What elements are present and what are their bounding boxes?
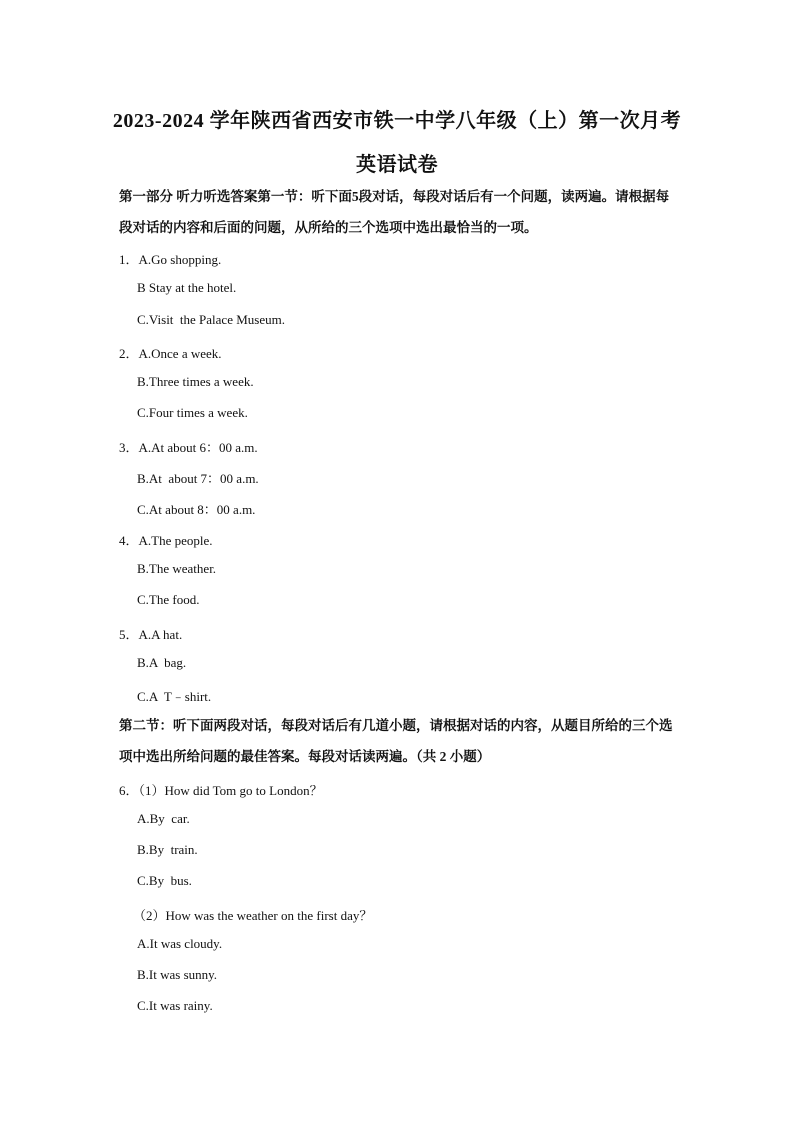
question-2-option-b: B.Three times a week.: [137, 374, 254, 389]
question-3-option-b: B.At about 7：00 a.m.: [137, 471, 259, 486]
exam-title-line1: 2023-2024 学年陕西省西安市铁一中学八年级（上）第一次月考: [112, 110, 682, 132]
question-1-option-c: C.Visit the Palace Museum.: [137, 312, 285, 327]
question-3-option-a: 3．A.At about 6：00 a.m.: [119, 440, 258, 455]
question-6-sub2-option-a: A.It was cloudy.: [137, 936, 223, 951]
question-5-option-c: C.A T﹣shirt.: [137, 689, 212, 704]
question-6-sub1-option-a: A.By car.: [137, 811, 190, 826]
question-4-option-b: B.The weather.: [137, 561, 217, 576]
exam-title-line2: 英语试卷: [356, 154, 438, 176]
question-6-sub1-stem: 6．（1）How did Tom go to London？: [119, 783, 323, 798]
question-2-option-c: C.Four times a week.: [137, 405, 248, 420]
question-4-option-c: C.The food.: [137, 592, 200, 607]
question-6-sub2-option-c: C.It was rainy.: [137, 998, 213, 1013]
part1-instructions: 第一部分 听力听选答案第一节：听下面5段对话，每段对话后有一个问题，读两遍。请根据每段对话的内容和后面的问题，从所给的三个选项中选出最恰当的一项。: [119, 189, 670, 235]
question-1-option-a: 1．A.Go shopping.: [119, 252, 222, 267]
question-5-option-b: B.A bag.: [137, 655, 187, 670]
question-2-option-a: 2．A.Once a week.: [119, 346, 222, 361]
question-6-sub2-option-b: B.It was sunny.: [137, 967, 218, 982]
question-5-option-a: 5．A.A hat.: [119, 627, 183, 642]
question-6-sub1-option-b: B.By train.: [137, 842, 198, 857]
question-1-option-b: B Stay at the hotel.: [137, 280, 237, 295]
question-4-option-a: 4．A.The people.: [119, 533, 213, 548]
question-6-sub1-option-c: C.By bus.: [137, 873, 192, 888]
question-6-sub2-stem: （2）How was the weather on the first day？: [133, 908, 373, 923]
question-3-option-c: C.At about 8：00 a.m.: [137, 502, 256, 517]
part2-instructions: 第二节：听下面两段对话，每段对话后有几道小题，请根据对话的内容，从题目所给的三个选项中选出所给问题的最佳答案。每段对话读两遍。（共 2 小题）: [119, 718, 673, 764]
